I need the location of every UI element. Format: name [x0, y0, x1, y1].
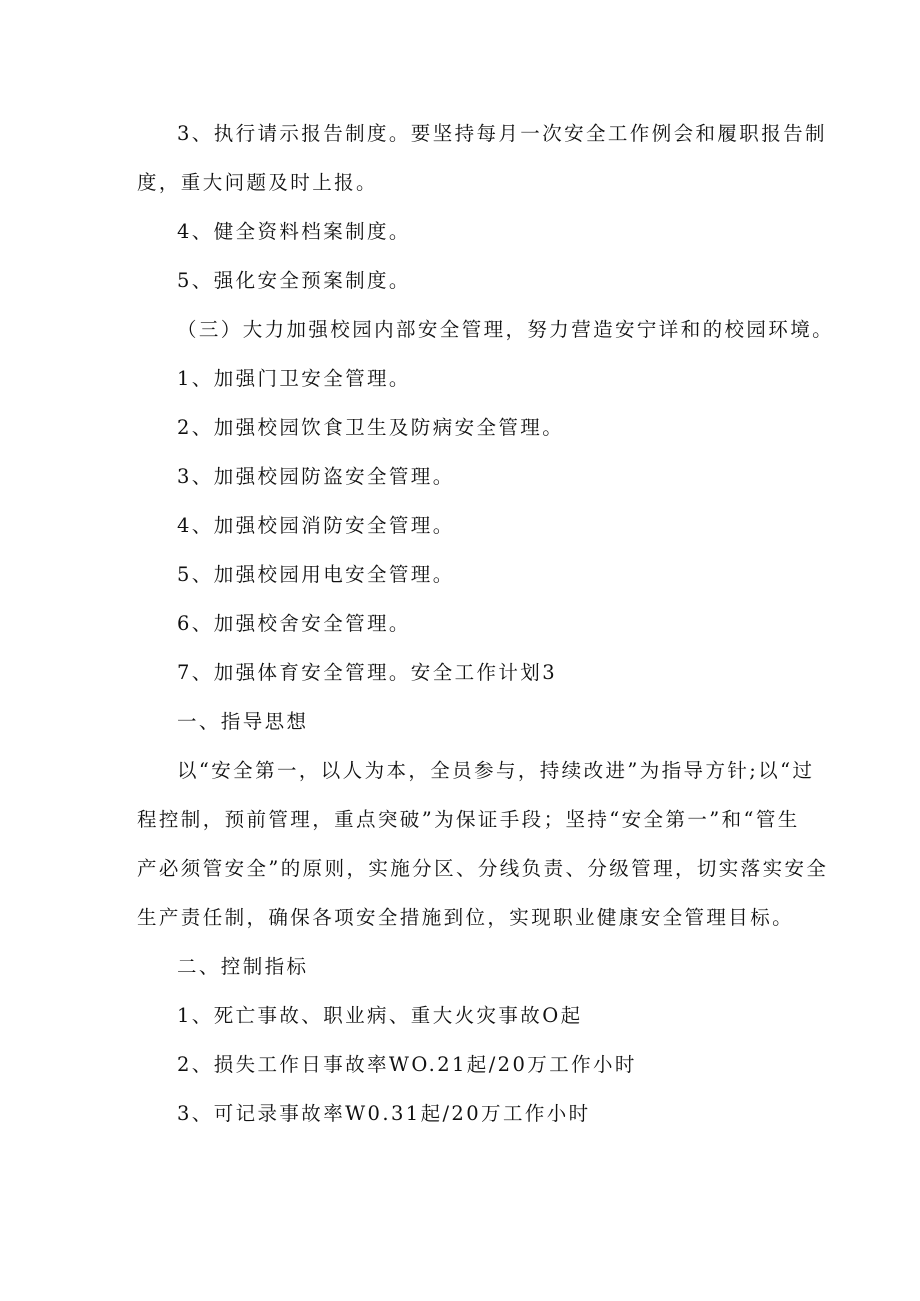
paragraph-line: 程控制，预前管理，重点突破”为保证手段；坚持“安全第一”和“管生: [137, 808, 800, 831]
list-item: 3、可记录事故率W0.31起/20万工作小时: [177, 1102, 591, 1125]
paragraph-line: 产必须管安全”的原则，实施分区、分线负责、分级管理，切实落实安全: [137, 857, 829, 880]
section-heading: （三）大力加强校园内部安全管理，努力营造安宁详和的校园环境。: [177, 318, 835, 341]
paragraph-line: 4、健全资料档案制度。: [177, 220, 411, 243]
list-item: 5、加强校园用电安全管理。: [177, 563, 455, 586]
paragraph-line: 度，重大问题及时上报。: [137, 171, 378, 194]
section-heading: 二、控制指标: [177, 955, 309, 978]
paragraph-line: 3、执行请示报告制度。要坚持每月一次安全工作例会和履职报告制: [177, 122, 827, 145]
paragraph-line: 生产责任制，确保各项安全措施到位，实现职业健康安全管理目标。: [137, 906, 795, 929]
section-heading: 一、指导思想: [177, 710, 309, 733]
list-item: 6、加强校舍安全管理。: [177, 612, 411, 635]
list-item: 3、加强校园防盗安全管理。: [177, 465, 455, 488]
list-item: 7、加强体育安全管理。安全工作计划3: [177, 661, 558, 684]
list-item: 1、死亡事故、职业病、重大火灾事故O起: [177, 1004, 583, 1027]
paragraph-line: 以“安全第一，以人为本，全员参与，持续改进”为指导方针;以“过: [177, 759, 815, 782]
list-item: 2、加强校园饮食卫生及防病安全管理。: [177, 416, 565, 439]
list-item: 2、损失工作日事故率WO.21起/20万工作小时: [177, 1053, 637, 1076]
list-item: 1、加强门卫安全管理。: [177, 367, 411, 390]
list-item: 4、加强校园消防安全管理。: [177, 514, 455, 537]
paragraph-line: 5、强化安全预案制度。: [177, 269, 411, 292]
